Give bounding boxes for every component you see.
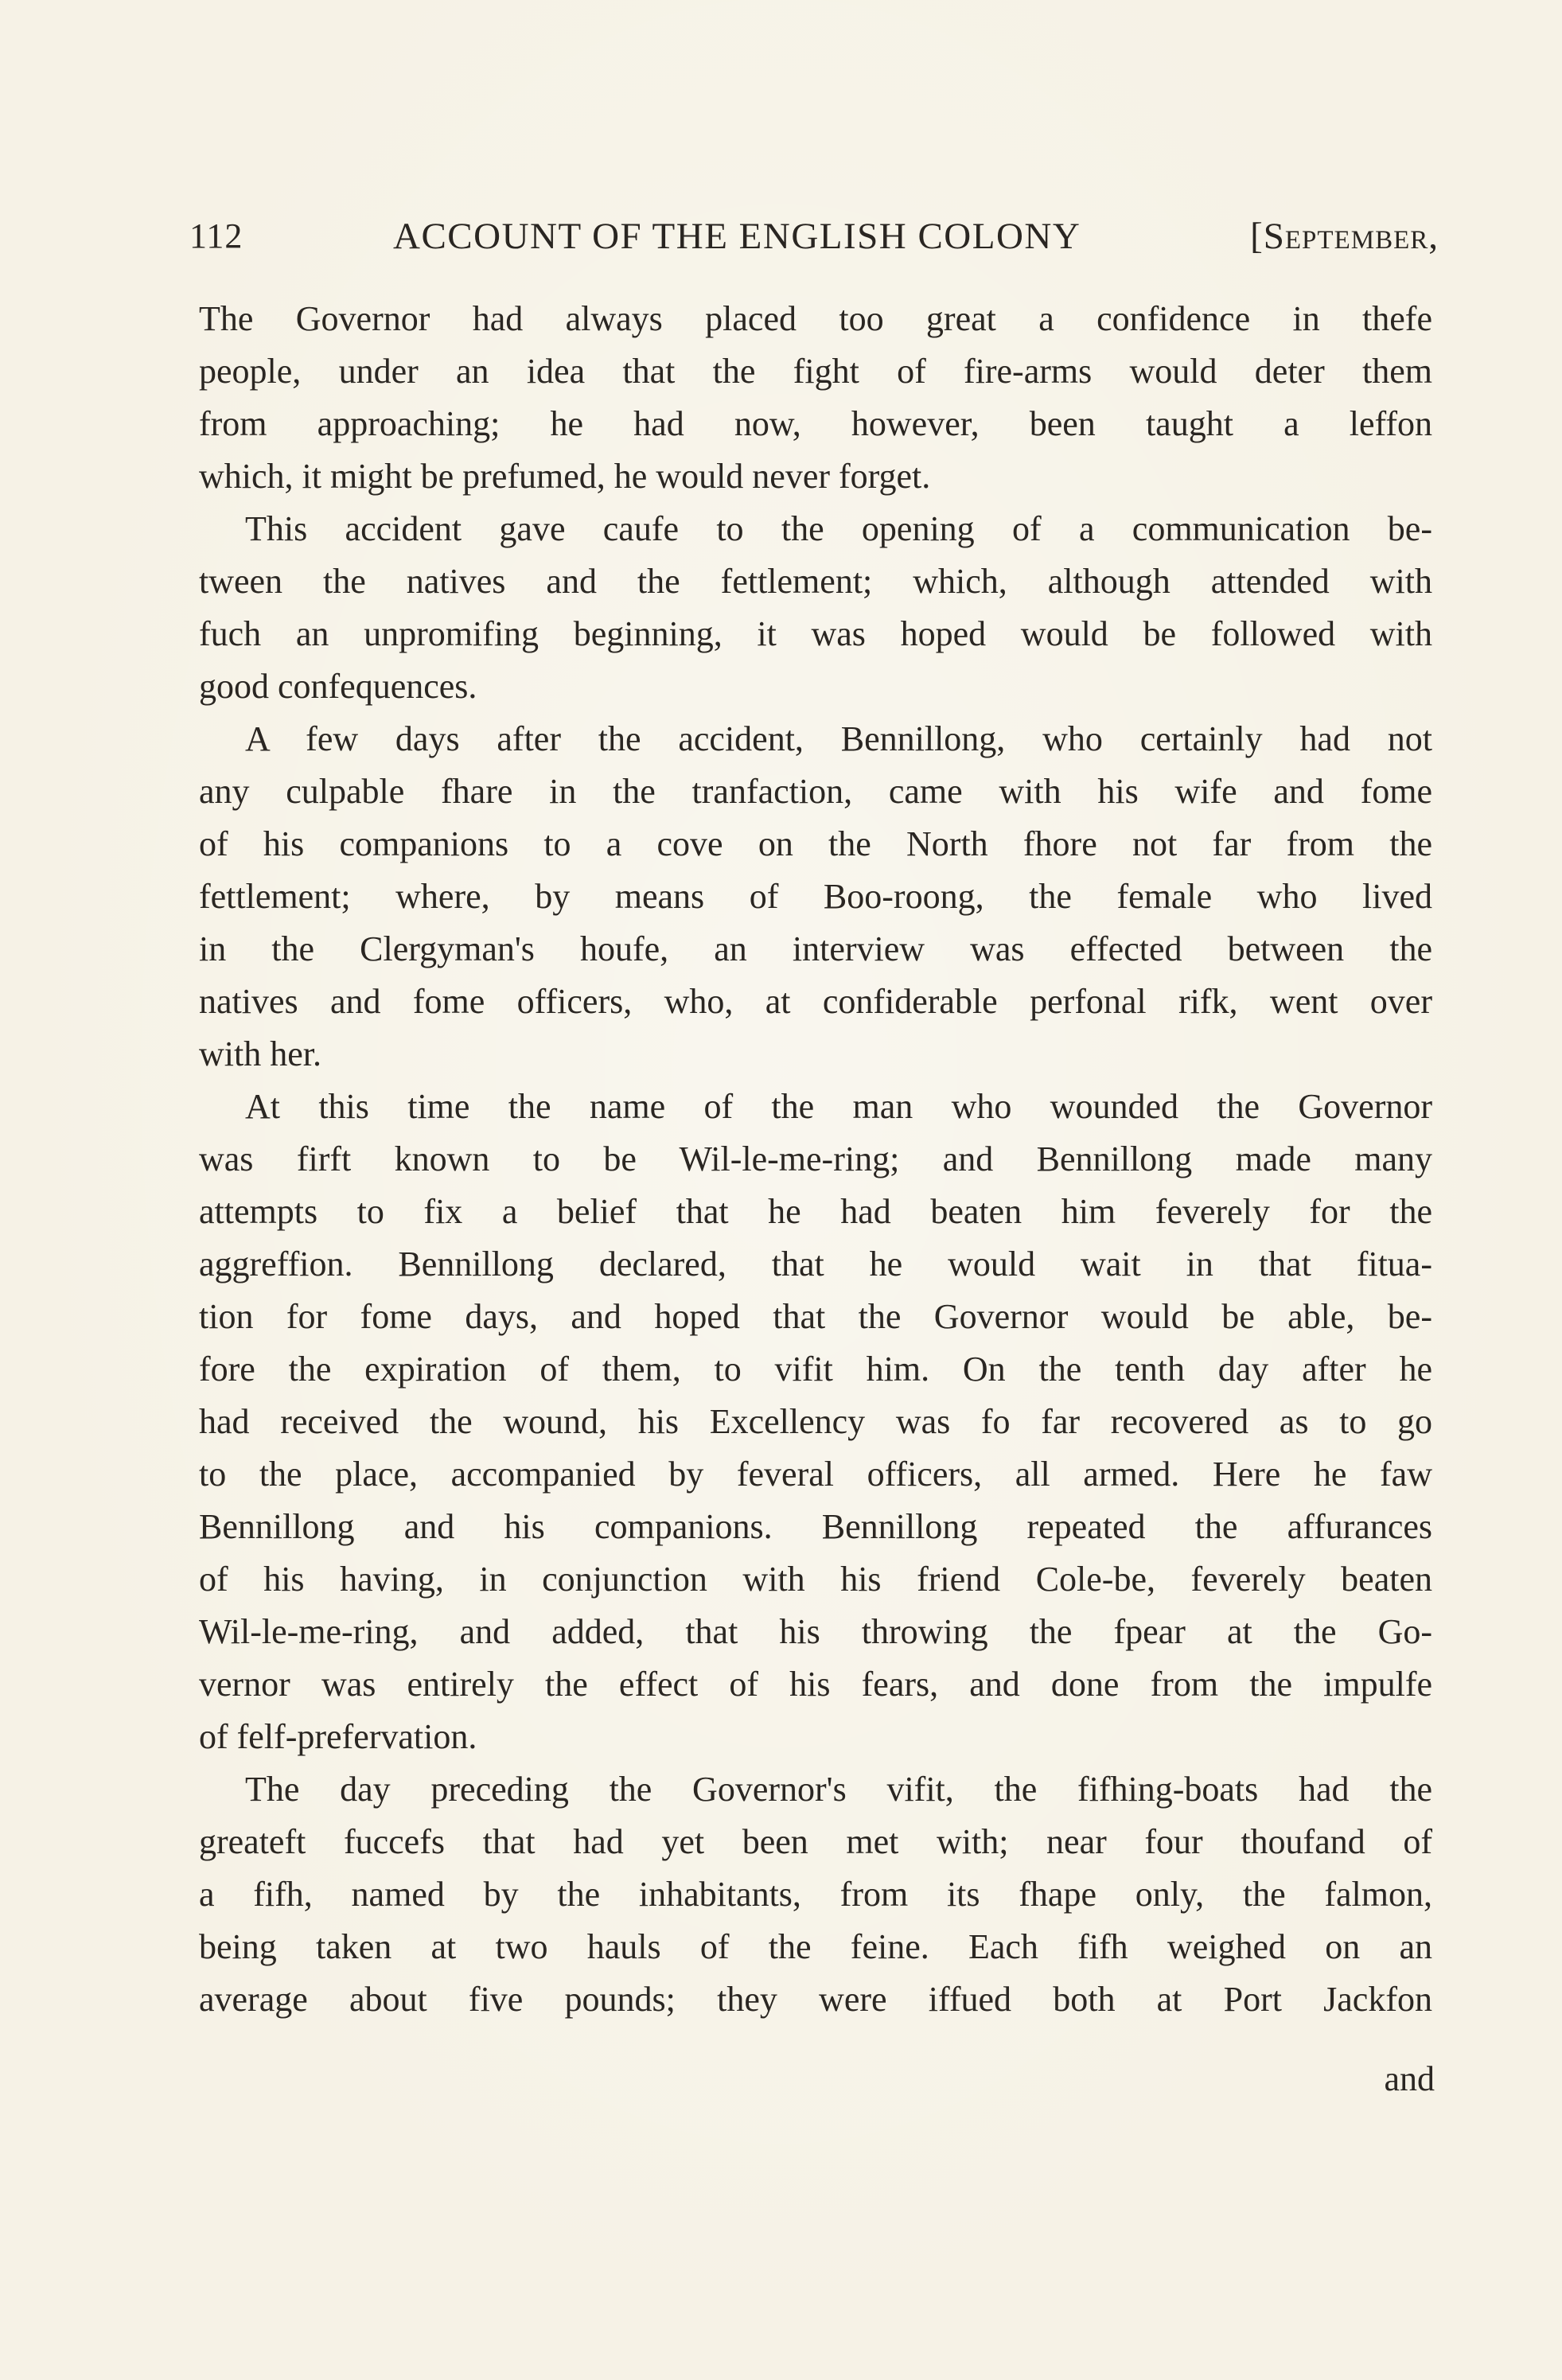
text-line: fettlement; where, by means of Boo-roong, the female who lived [199,877,1432,916]
catchword: and [1384,2059,1435,2098]
paragraph [199,713,1432,1081]
text-line: to the place, accompanied by feveral officers, all armed. Here he faw [199,1455,1432,1494]
text-line: Wil-le-me-ring, and added, that his throwing the fpear at the Go- [199,1612,1432,1651]
body-text [199,293,1432,2026]
text-line: being taken at two hauls of the feine. Each fifh weighed on an [199,1927,1432,1966]
text-line: vernor was entirely the effect of his fears, and done from the impulfe [199,1665,1432,1704]
text-line: attempts to fix a belief that he had beaten him feverely for the [199,1192,1432,1231]
paragraph [199,1763,1432,2026]
text-line: from approaching; he had now, however, been taught a leffon [199,404,1432,443]
text-line: natives and fome officers, who, at confiderable perfonal rifk, went over [199,982,1432,1021]
paragraph [199,293,1432,503]
text-line: a fifh, named by the inhabitants, from its fhape only, the falmon, [199,1875,1432,1914]
text-line: A few days after the accident, Bennillong, who certainly had not [245,719,1432,758]
paragraph [199,1081,1432,1763]
text-line: average about five pounds; they were iffued both at Port Jackfon [199,1980,1432,2019]
text-line: This accident gave caufe to the opening of a communication be- [245,509,1432,548]
text-line: tween the natives and the fettlement; which, although attended with [199,562,1432,601]
text-line: fore the expiration of them, to vifit him. On the tenth day after he [199,1350,1432,1389]
text-line: which, it might be prefumed, he would never forget. [199,457,931,496]
text-line: Bennillong and his companions. Bennillong repeated the affurances [199,1507,1432,1546]
running-title: ACCOUNT OF THE ENGLISH COLONY [393,216,1081,257]
running-head [189,208,1439,264]
text-line: of felf-prefervation. [199,1717,477,1756]
text-line: greateft fuccefs that had yet been met with; near four thoufand of [199,1822,1432,1861]
text-line: good confequences. [199,667,477,706]
page-number: 112 [189,216,243,255]
text-line: with her. [199,1034,321,1073]
text-line: in the Clergyman's houfe, an interview was effected between the [199,929,1432,968]
text-line: At this time the name of the man who wounded the Governor [245,1087,1432,1126]
text-line: The day preceding the Governor's vifit, the fifhing-boats had the [245,1770,1432,1809]
text-line: fuch an unpromifing beginning, it was hoped would be followed with [199,614,1432,653]
text-line: of his companions to a cove on the North fhore not far from the [199,824,1432,863]
text-line: people, under an idea that the fight of fire-arms would deter them [199,352,1432,391]
text-line: had received the wound, his Excellency was fo far recovered as to go [199,1402,1432,1441]
paragraph [199,503,1432,713]
text-line: any culpable fhare in the tranfaction, came with his wife and fome [199,772,1432,811]
running-month: [September, [1250,216,1439,257]
text-line: The Governor had always placed too great a confidence in thefe [199,299,1432,338]
text-line: was firft known to be Wil-le-me-ring; and Bennillong made many [199,1139,1432,1178]
text-line: aggreffion. Bennillong declared, that he would wait in that fitua- [199,1245,1432,1283]
text-line: of his having, in conjunction with his friend Cole-be, feverely beaten [199,1560,1432,1599]
text-line: tion for fome days, and hoped that the Governor would be able, be- [199,1297,1432,1336]
